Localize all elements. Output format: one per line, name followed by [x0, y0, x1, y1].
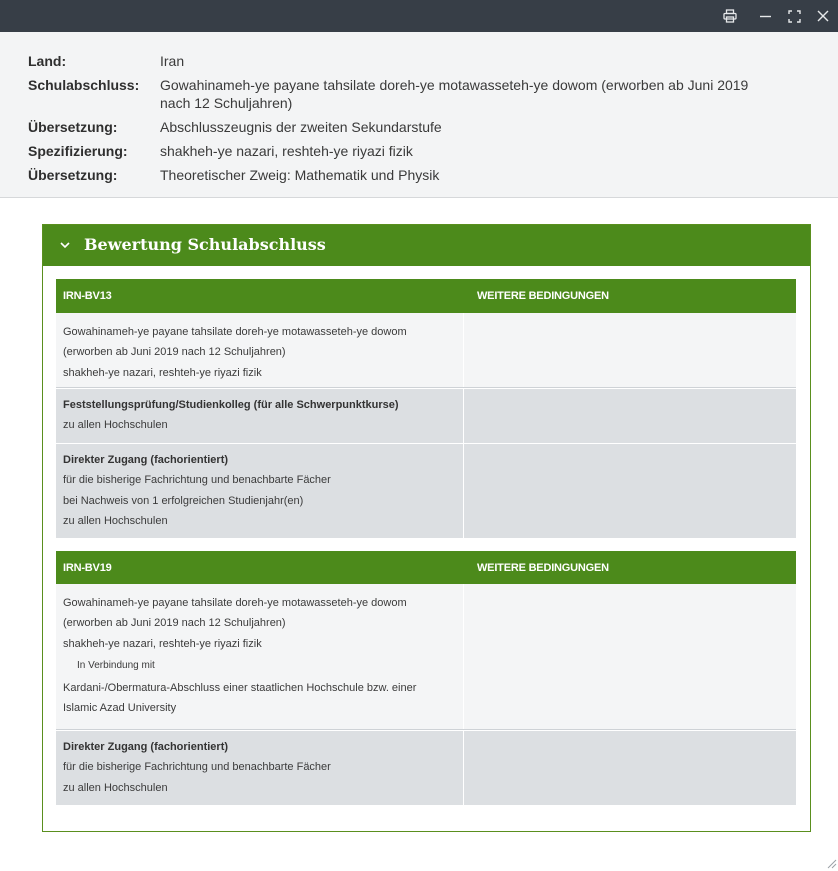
panel-title: Bewertung Schulabschluss	[84, 235, 326, 254]
info-label: Spezifizierung:	[28, 143, 128, 159]
panel-header-toggle[interactable]	[43, 225, 810, 266]
conditions-cell	[464, 444, 796, 538]
conditions-header: WEITERE BEDINGUNGEN	[477, 290, 609, 302]
info-value: Iran	[160, 53, 185, 69]
conditions-header: WEITERE BEDINGUNGEN	[477, 562, 609, 574]
conditions-cell	[464, 389, 796, 443]
access-cell	[56, 444, 463, 538]
cell-line: shakheh-ye nazari, reshteh-ye riyazi fizik	[63, 366, 262, 379]
degree-cell	[56, 584, 463, 729]
resize-grip-icon[interactable]	[826, 858, 837, 869]
info-value-line: Gowahinameh-ye payane tahsilate doreh-ye motawasseteh-ye dowom (erworben ab Juni 2019	[160, 77, 749, 93]
table-row	[56, 389, 796, 443]
info-label: Land:	[28, 53, 67, 69]
close-button[interactable]	[812, 6, 834, 26]
conditions-cell	[464, 313, 796, 387]
access-title: Direkter Zugang (fachorientiert)	[63, 454, 229, 466]
table-code: IRN-BV19	[63, 562, 112, 574]
info-label: Übersetzung:	[28, 119, 118, 135]
printer-icon	[723, 9, 737, 23]
connector-text: In Verbindung mit	[77, 659, 155, 671]
table-header	[56, 551, 796, 584]
cell-line: shakheh-ye nazari, reshteh-ye riyazi fizik	[63, 637, 262, 650]
evaluation-panel	[42, 224, 811, 832]
access-title: Feststellungsprüfung/Studienkolleg (für alle Schwerpunktkurse)	[63, 399, 399, 411]
info-label: Übersetzung:	[28, 167, 118, 183]
table-row	[56, 444, 796, 538]
print-button[interactable]	[719, 6, 741, 26]
degree-cell	[56, 313, 463, 387]
fullscreen-icon	[788, 10, 801, 23]
access-cell	[56, 389, 463, 443]
info-value: shakheh-ye nazari, reshteh-ye riyazi fizik	[160, 143, 413, 159]
cell-line: für die bisherige Fachrichtung und benachbarte Fächer	[63, 474, 331, 487]
close-icon	[817, 10, 829, 22]
chevron-down-icon	[57, 237, 73, 253]
conditions-cell	[464, 731, 796, 805]
evaluation-table-bv13	[56, 279, 796, 538]
cell-line: zu allen Hochschulen	[63, 514, 168, 527]
cell-line: bei Nachweis von 1 erfolgreichen Studienjahr(en)	[63, 494, 304, 507]
window-titlebar	[0, 0, 838, 32]
table-row	[56, 584, 796, 730]
table-header	[56, 279, 796, 313]
info-value-line: nach 12 Schuljahren)	[160, 95, 293, 111]
table-code: IRN-BV13	[63, 290, 112, 302]
info-value: Theoretischer Zweig: Mathematik und Physik	[160, 167, 440, 183]
cell-line: Gowahinameh-ye payane tahsilate doreh-ye motawasseteh-ye dowom	[63, 597, 407, 609]
access-cell	[56, 731, 463, 805]
info-label: Schulabschluss:	[28, 77, 140, 93]
cell-line: Gowahinameh-ye payane tahsilate doreh-ye motawasseteh-ye dowom	[63, 326, 407, 338]
minimize-button[interactable]	[754, 6, 776, 26]
maximize-button[interactable]	[783, 6, 805, 26]
info-value: Abschlusszeugnis der zweiten Sekundarstufe	[160, 119, 442, 135]
cell-line: Kardani-/Obermatura-Abschluss einer staatlichen Hochschule bzw. einer	[63, 681, 417, 694]
access-title: Direkter Zugang (fachorientiert)	[63, 741, 229, 753]
degree-info-section	[0, 32, 838, 198]
cell-line: zu allen Hochschulen	[63, 419, 168, 432]
table-row	[56, 731, 796, 805]
minimize-icon	[759, 10, 772, 23]
conditions-cell	[464, 584, 796, 729]
evaluation-table-bv19	[56, 551, 796, 805]
table-row	[56, 313, 796, 388]
info-value	[160, 76, 760, 112]
cell-line: (erworben ab Juni 2019 nach 12 Schuljahren)	[63, 346, 286, 359]
cell-line: zu allen Hochschulen	[63, 781, 168, 794]
cell-line: Islamic Azad University	[63, 702, 177, 715]
cell-line: (erworben ab Juni 2019 nach 12 Schuljahren)	[63, 617, 286, 630]
cell-line: für die bisherige Fachrichtung und benachbarte Fächer	[63, 761, 331, 774]
